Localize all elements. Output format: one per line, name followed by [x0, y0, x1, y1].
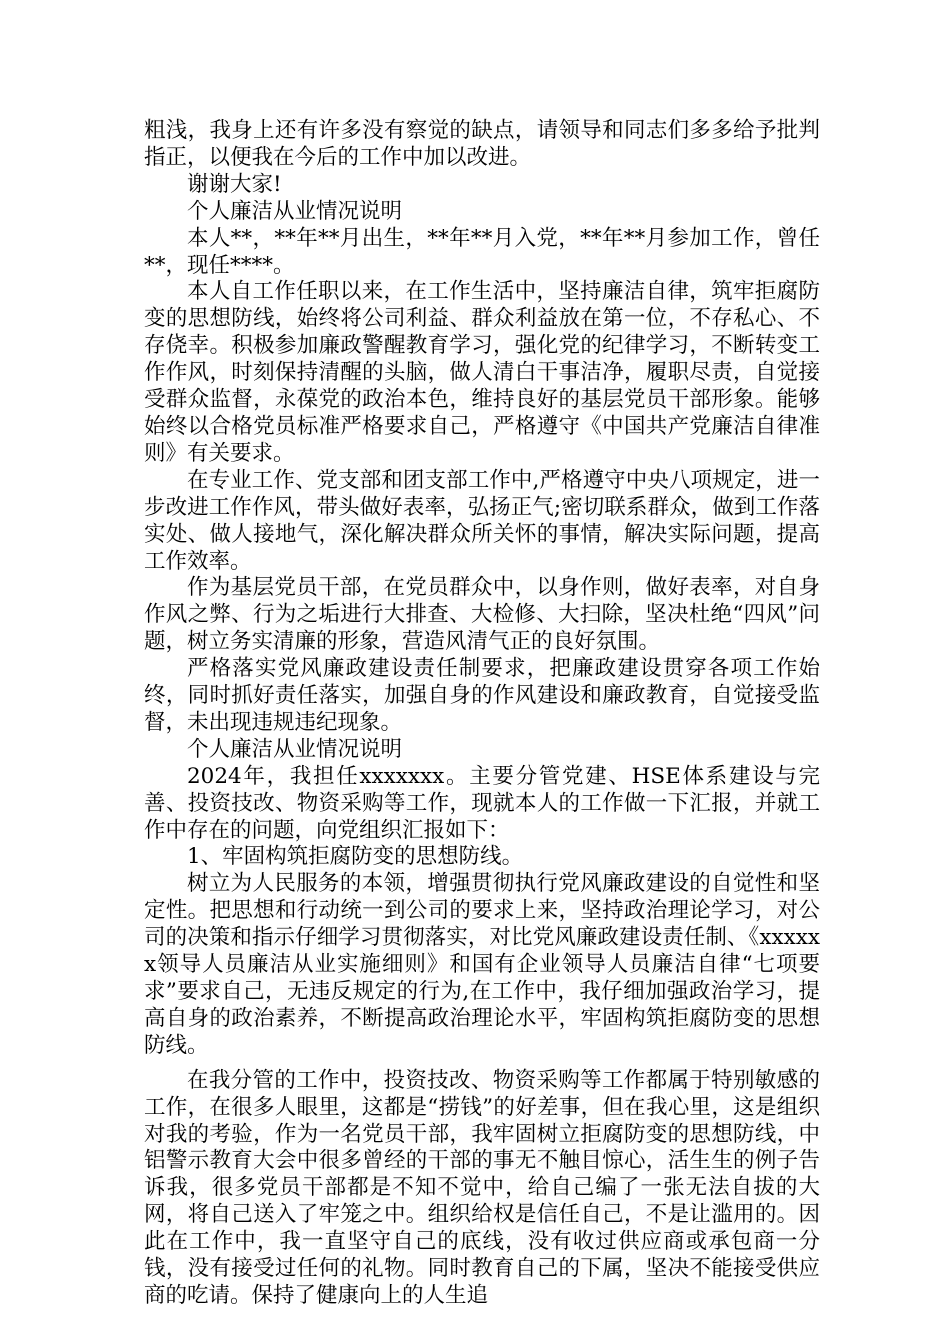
paragraph-closing: 粗浅，我身上还有许多没有察觉的缺点，请领导和同志们多多给予批判指正，以便我在今后的工作中加以改进。: [144, 118, 820, 170]
section-heading-1: 个人廉洁从业情况说明: [187, 198, 403, 224]
paragraph-thanks: 谢谢大家!: [187, 171, 282, 197]
paragraph-body: 2024年，我担任xxxxxxx。主要分管党建、HSE体系建设与完善、投资技改、物资采购等工作，现就本人的工作做一下汇报，并就工作中存在的问题，向党组织汇报如下：: [144, 763, 820, 843]
list-item-heading: 1、牢固构筑拒腐防变的思想防线。: [187, 844, 524, 870]
paragraph-body: 本人自工作任职以来，在工作生活中，坚持廉洁自律，筑牢拒腐防变的思想防线，始终将公司利益、群众利益放在第一位，不存私心、不存侥幸。积极参加廉政警醒教育学习，强化党的纪律学习，不断转变工作作风，时刻保持清醒的头脑，做人清白干事洁净，履职尽责，自觉接受群众监督，永葆党的政治本色，维持良好的基层党员干部形象。能够始终以合格党员标准严格要求自己，严格遵守《中国共产党廉洁自律准则》有关要求。: [144, 279, 820, 466]
paragraph-body: 树立为人民服务的本领，增强贯彻执行党风廉政建设的自觉性和坚定性。把思想和行动统一到公司的要求上来，坚持政治理论学习，对公司的决策和指示仔细学习贯彻落实，对比党风廉政建设责任制、《xxxxxx领导人员廉洁从业实施细则》和国有企业领导人员廉洁自律“七项要求”要求自己，无违反规定的行为,在工作中，我仔细加强政治学习，提高自身的政治素养，不断提高政治理论水平，牢固构筑拒腐防变的思想防线。: [144, 871, 820, 1058]
paragraph-body: 在专业工作、党支部和团支部工作中,严格遵守中央八项规定，进一步改进工作作风，带头做好表率，弘扬正气;密切联系群众，做到工作落实处、做人接地气，深化解决群众所关怀的事情，解决实际问题，提高工作效率。: [144, 467, 820, 574]
paragraph-personal-info: 本人**，**年**月出生，**年**月入党，**年**月参加工作，曾任**，现任****。: [144, 225, 820, 278]
paragraph-body: 作为基层党员干部，在党员群众中，以身作则，做好表率，对自身作风之弊、行为之垢进行大排查、大检修、大扫除，坚决杜绝“四风”问题，树立务实清廉的形象，营造风清气正的良好氛围。: [144, 575, 820, 655]
paragraph-body: 严格落实党风廉政建设责任制要求，把廉政建设贯穿各项工作始终，同时抓好责任落实，加强自身的作风建设和廉政教育，自觉接受监督，未出现违规违纪现象。: [144, 656, 820, 735]
document-page: [144, 118, 820, 1310]
paragraph-body: 在我分管的工作中，投资技改、物资采购等工作都属于特别敏感的工作，在很多人眼里，这都是“捞钱”的好差事，但在我心里，这是组织对我的考验，作为一名党员干部，我牢固树立拒腐防变的思想防线，中铝警示教育大会中很多曾经的干部的事无不触目惊心，活生生的例子告诉我，很多党员干部都是不知不觉中，给自己编了一张无法自拔的大网，将自己送入了牢笼之中。组织给权是信任自己，不是让滥用的。因此在工作中，我一直坚守自己的底线，没有收过供应商或承包商一分钱，没有接受过任何的礼物。同时教育自己的下属，坚决不能接受供应商的吃请。保持了健康向上的人生追: [144, 1067, 820, 1308]
section-heading-2: 个人廉洁从业情况说明: [187, 736, 403, 762]
